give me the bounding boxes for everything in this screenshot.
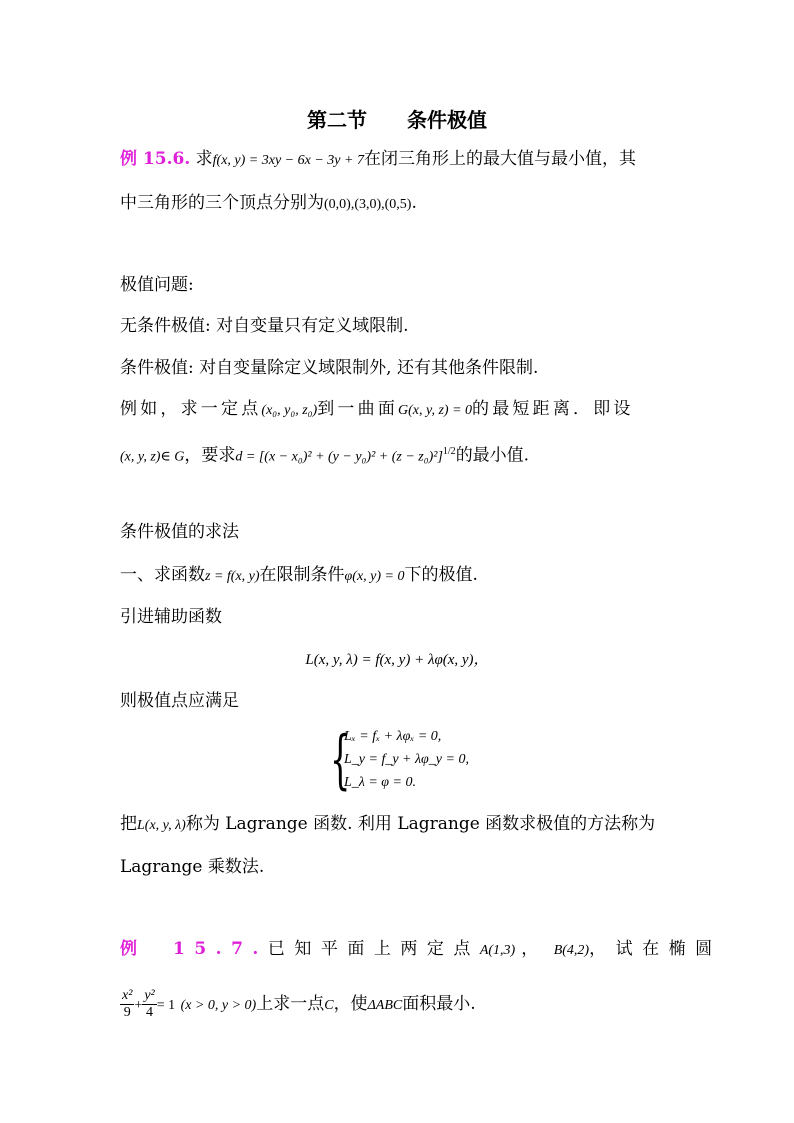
lagrange-function-symbol: L(x, y, λ) xyxy=(137,818,186,833)
example-15-7-line2 xyxy=(120,983,675,1027)
extremum-heading: 极值问题: xyxy=(120,275,194,295)
example-15-7-text-c: 上求一点 xyxy=(256,994,325,1014)
extremum-condition-intro: 则极值点应满足 xyxy=(120,691,239,711)
distance-example-text-d: ，要求 xyxy=(184,445,236,466)
unconditional-extremum: 无条件极值: 对自变量只有定义域限制. xyxy=(120,316,409,336)
step1-text-b: 在限制条件 xyxy=(259,565,345,585)
step1-text-c: 下的极值. xyxy=(404,565,478,585)
naming-text-b: 称为 Lagrange 函数. 利用 Lagrange 函数求极值的方法称为 xyxy=(185,814,656,834)
distance-example-text-a: 例如，求一定点 xyxy=(120,399,262,419)
fraction-y-denominator: 4 xyxy=(146,1005,154,1020)
example-15-6-vertices: (0,0),(3,0),(0,5) xyxy=(324,197,412,212)
equation-llambda: L_λ = φ = 0. xyxy=(344,775,416,790)
fraction-x-denominator: 9 xyxy=(123,1005,131,1020)
distance-example-line1 xyxy=(120,397,675,423)
lagrange-equation-system xyxy=(330,724,530,796)
left-brace: { xyxy=(330,723,351,797)
example-15-7-text-a: 已知平面上两定点 xyxy=(267,939,480,959)
example-15-6-text: 求 xyxy=(190,149,213,169)
example-15-7-text-b: ，试在椭圆 xyxy=(589,939,722,959)
lagrangian-formula: L(x, y, λ) = f(x, y) + λφ(x, y)， xyxy=(305,652,489,668)
ellipse-domain: (x > 0, y > 0) xyxy=(180,998,257,1013)
method-step1 xyxy=(120,563,675,589)
example-15-7-line1 xyxy=(120,937,722,963)
distance-example-text-b: 到一曲面 xyxy=(317,399,399,419)
example-15-6-text-b: 在闭三角形上的最大值与最小值，其 xyxy=(363,149,636,169)
surface-equation: G(x, y, z) = 0 xyxy=(398,403,473,418)
conditional-extremum: 条件极值: 对自变量除定义域限制外, 还有其他条件限制. xyxy=(120,358,539,378)
point-b: B(4,2) xyxy=(553,943,590,958)
fixed-point: (x₀, y₀, z₀) xyxy=(261,403,318,418)
fraction-x-numerator: x² xyxy=(122,988,133,1003)
fraction-x xyxy=(120,988,134,1021)
example-15-7-label: 例 15.7. xyxy=(120,939,268,959)
lagrange-naming-line2: Lagrange 乘数法. xyxy=(120,857,265,877)
example-15-6-line1 xyxy=(120,147,675,173)
equation-lx: Lₓ = fₓ + λφₓ = 0, xyxy=(344,729,442,744)
example-15-6-line2 xyxy=(120,191,675,217)
example-15-6-vertices-text: 中三角形的三个顶点分别为 xyxy=(120,193,324,213)
method-heading: 条件极值的求法 xyxy=(120,522,239,542)
point-c: C xyxy=(324,998,334,1013)
point-membership: (x, y, z)∈ G xyxy=(120,449,185,465)
ellipse-rhs: = 1 xyxy=(156,998,176,1013)
fraction-y xyxy=(142,988,156,1021)
example-15-6-function: f(x, y) = 3xy − 6x − 3y + 7 xyxy=(212,153,364,168)
example-15-7-comma: ， xyxy=(521,939,548,959)
point-a: A(1,3) xyxy=(479,943,516,958)
auxiliary-function-intro: 引进辅助函数 xyxy=(120,607,222,627)
equation-ly: L_y = f_y + λφ_y = 0, xyxy=(344,752,469,767)
example-15-7-text-e: 面积最小. xyxy=(402,994,476,1014)
constraint-function: φ(x, y) = 0 xyxy=(344,569,405,584)
triangle-abc: ΔABC xyxy=(367,998,403,1013)
distance-example-text-c: 的最短距离．即设 xyxy=(472,399,634,419)
section-title: 第二节 条件极值 xyxy=(307,108,487,132)
distance-exponent: 1/2 xyxy=(442,446,456,457)
example-15-7-text-d: ，使 xyxy=(333,994,368,1014)
fraction-y-numerator: y² xyxy=(144,988,155,1003)
example-15-6-period: . xyxy=(411,193,417,213)
step1-text-a: 一、求函数 xyxy=(120,565,205,585)
objective-function: z = f(x, y) xyxy=(205,569,260,584)
distance-example-text-e: 的最小值. xyxy=(455,445,530,466)
lagrange-naming-line1 xyxy=(120,812,675,838)
naming-text-a: 把 xyxy=(120,814,137,834)
distance-example-line2 xyxy=(120,440,675,470)
distance-formula: d = [(x − x₀)² + (y − y₀)² + (z − z₀)²] xyxy=(235,449,443,465)
example-15-6-label: 例 15.6. xyxy=(120,149,191,169)
plus-sign: + xyxy=(134,998,143,1013)
